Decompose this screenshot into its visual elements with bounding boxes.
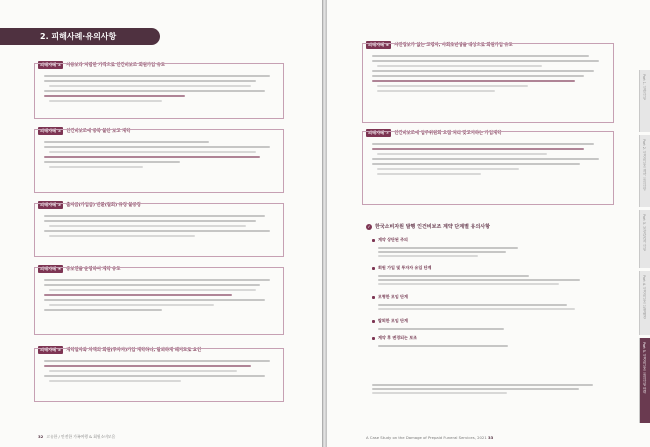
case-block-6 [366,40,608,95]
page-number: 32 [38,434,44,439]
checklist-heading [366,223,490,230]
checklist-item-5: 계약 후 변경되는 보조 [372,335,417,341]
section-header: 2. 피해사례·유의사항 [0,28,160,45]
case-title: 인건비보조에 업주위원회 오접 처리 맞고지하는 가입계약 [394,131,502,136]
side-tab-1[interactable]: Part 1. 일반사항 [639,70,650,132]
case-block-4 [38,264,279,314]
left-page [0,0,322,447]
bullet-icon [372,296,375,299]
check-icon: ✓ [367,223,371,229]
case-tag: 피해사례 ⑥ [368,42,390,47]
side-tab-5-active[interactable]: Part 5. 인건비보조 유의사항 안내 [639,338,650,423]
checklist-item-1: 계약 상단된 주의 [372,237,408,243]
side-tab-2[interactable]: Part 2. 인건비보조 계약 유의사항 [639,135,650,207]
checklist-item-3: 모형한 모임 단계 [372,294,408,300]
side-tab-3[interactable]: Part 3. 보장관리자 사항 [639,210,650,268]
bullet-icon [372,337,375,340]
case-title: 인건비보조에 중복 불안 보고 계약 [66,129,131,134]
case-tag: 피해사례 ③ [40,202,62,207]
case-tag: 피해사례 ① [40,62,62,67]
right-footer [366,435,496,440]
case-block-5 [38,345,279,385]
case-title: 사용보다 저렴한 가격으로 인건비보조 회원가입 유도 [66,63,165,68]
page-number: 33 [487,435,494,440]
case-block-7 [366,128,608,178]
case-tag: 피해사례 ⑦ [368,130,390,135]
footer-text: 고유한 / 안전한 가족여행 & 회원소비모음 [46,434,116,439]
checklist-item-4: 탈퇴한 모임 단계 [372,318,408,324]
side-tabs [640,0,650,447]
footer-text: A Case Study on the Damage of Prepaid Funeral Services, 2021 [366,435,487,440]
case-block-3 [38,200,279,240]
bullet-icon [372,267,375,270]
side-tab-4[interactable]: Part 4. 인건비보조 분쟁해결 [639,271,650,335]
case-tag: 피해사례 ④ [40,266,62,271]
checklist-item-2: 회원 가입 및 투자자 유입 단계 [372,265,431,271]
checklist-title: 한국소비자원 발행 인건비보조 계약 단계별 유의사항 [375,224,490,230]
bullet-icon [372,320,375,323]
left-footer [38,434,115,440]
case-block-2 [38,126,279,171]
case-tag: 피해사례 ⑤ [40,347,62,352]
case-title: 중보연을 운영하여 계약 유도 [66,267,121,272]
footnote [372,382,597,396]
case-title: 출자금(가입금) 반환(철회) 규정 불공정 [66,203,141,208]
bullet-icon [372,239,375,242]
case-title: 계약일자와 차액의 회원(투자자)가입 계약하나, 탈퇴하게 해지도로 요인 [66,348,202,353]
case-tag: 피해사례 ② [40,128,62,133]
case-block-1 [38,60,279,105]
case-title: 사전정보가 없는 고령자, 사회초년생을 대상으로 회원가입 유도 [394,43,513,48]
